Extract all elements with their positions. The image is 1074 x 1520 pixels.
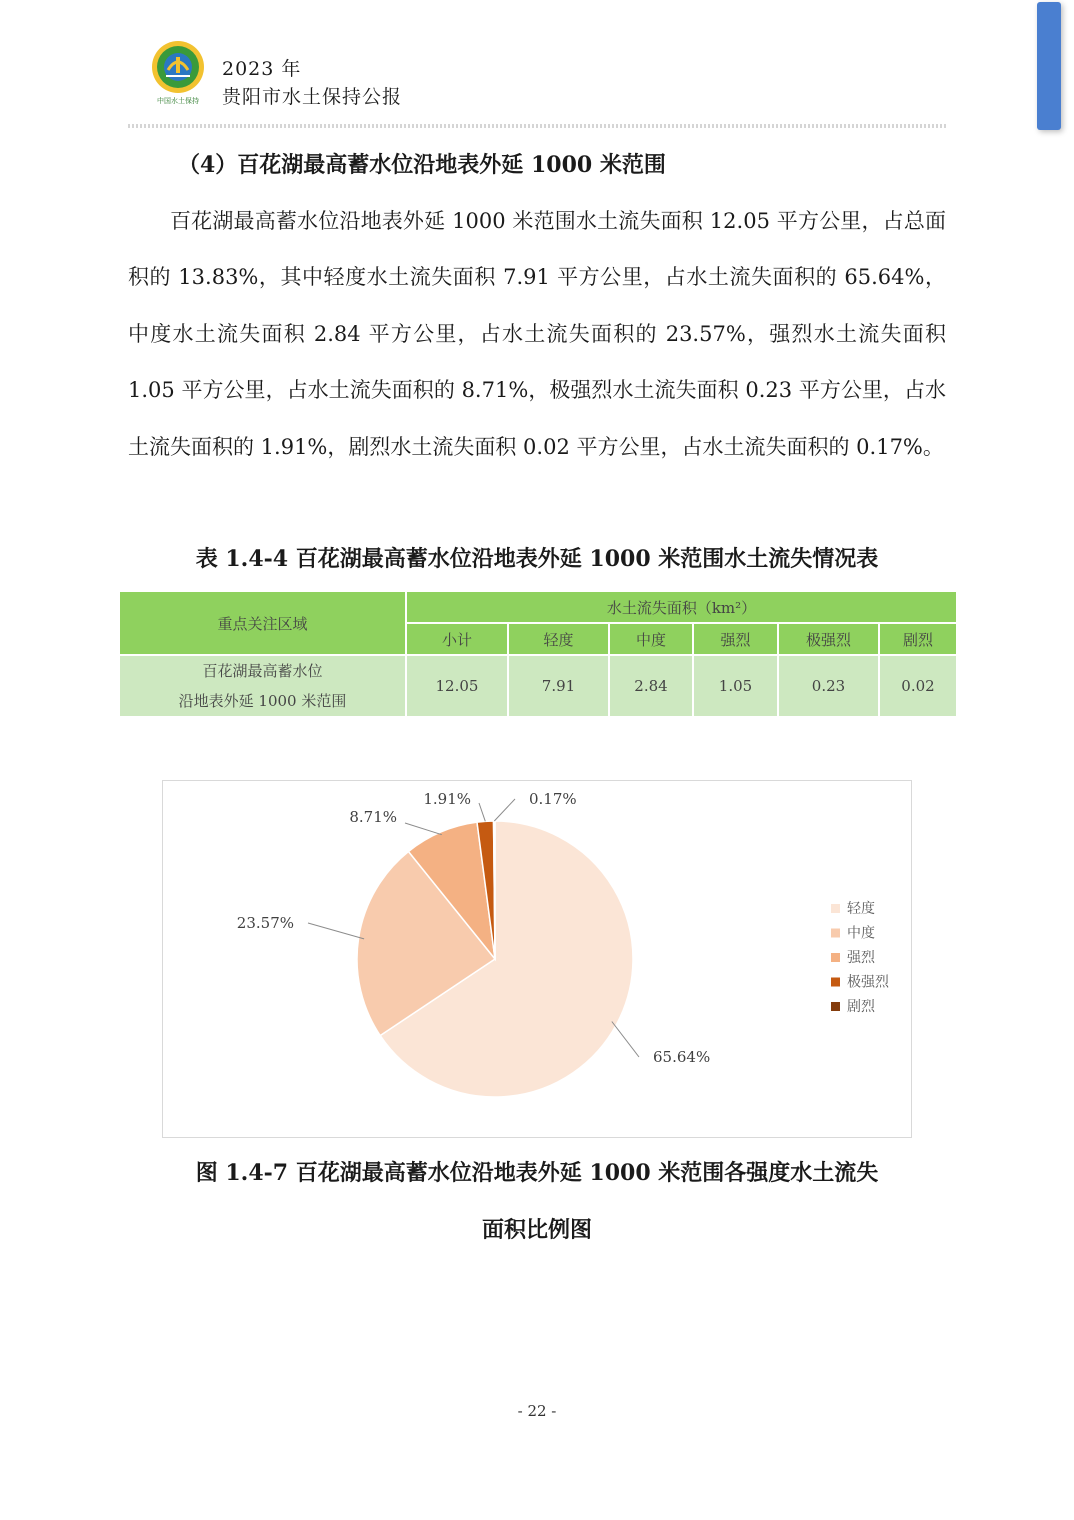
soil-conservation-logo (148, 40, 208, 106)
table-cell: 0.02 (879, 655, 957, 717)
table-row (119, 655, 957, 717)
figure-caption-line-1: 图 1.4-7 百花湖最高蓄水位沿地表外延 1000 米范围各强度水土流失 (195, 1160, 879, 1186)
table-cell: 1.05 (693, 655, 778, 717)
column-header: 轻度 (508, 623, 609, 655)
data-label-4: 1.91% (423, 790, 471, 808)
pie-chart-frame (162, 780, 912, 1138)
area-group-header: 水土流失面积（km²） (406, 591, 957, 623)
leader-line-4 (479, 803, 485, 821)
region-line-1: 百花湖最高蓄水位 (202, 662, 323, 680)
legend-label-1: 轻度 (847, 901, 875, 917)
report-title: 贵阳市水土保持公报 (222, 86, 403, 108)
data-label-3: 8.71% (349, 808, 397, 826)
header-divider (128, 124, 946, 128)
region-cell (119, 655, 406, 717)
legend-label-3: 强烈 (847, 950, 875, 966)
data-label-1: 65.64% (653, 1048, 711, 1066)
column-header: 剧烈 (879, 623, 957, 655)
column-header: 中度 (609, 623, 693, 655)
leader-line-3 (405, 823, 442, 835)
table-cell: 7.91 (508, 655, 609, 717)
legend-swatch-4 (831, 978, 840, 987)
table-cell: 2.84 (609, 655, 693, 717)
logo-text: 中国水土保持 (157, 97, 199, 105)
region-header: 重点关注区域 (119, 591, 406, 655)
data-label-2: 23.57% (236, 914, 294, 932)
legend-label-4: 极强烈 (847, 974, 889, 991)
page-number: - 22 - (517, 1402, 557, 1420)
side-bookmark-tab (1037, 2, 1061, 130)
section-paragraph: 百花湖最高蓄水位沿地表外延 1000 米范围水土流失面积 12.05 平方公里，占总面积的 13.83%，其中轻度水土流失面积 7.91 平方公里，占水土流失面积的 65.64%，中度水土流失面积 2.84 平方公里，占水土流失面积的 23.57%，强烈水土流失面积 1.05 平方公里，占水土流失面积的 8.71%，极强烈水土流失面积 0.23 平方公里，占水土流失面积的 1.91%，剧烈水土流失面积 0.02 平方公里，占水土流失面积的 0.17%。 (128, 209, 946, 459)
legend-swatch-5 (831, 1002, 840, 1011)
legend-swatch-3 (831, 953, 840, 962)
leader-line-5 (494, 799, 515, 821)
data-label-5: 0.17% (529, 790, 577, 808)
pie-chart (163, 781, 913, 1139)
legend-swatch-2 (831, 929, 840, 938)
soil-erosion-table (118, 590, 958, 718)
column-header: 强烈 (693, 623, 778, 655)
table-cell: 12.05 (406, 655, 508, 717)
figure-caption-line-2: 面积比例图 (481, 1217, 592, 1243)
legend-label-5: 剧烈 (847, 999, 875, 1015)
report-year: 2023 年 (222, 58, 302, 80)
legend-swatch-1 (831, 904, 840, 913)
leader-line-1 (612, 1022, 639, 1058)
region-line-2: 沿地表外延 1000 米范围 (178, 692, 347, 710)
column-header: 极强烈 (778, 623, 879, 655)
table-caption: 表 1.4-4 百花湖最高蓄水位沿地表外延 1000 米范围水土流失情况表 (195, 546, 879, 572)
column-header: 小计 (406, 623, 508, 655)
section-heading: （4）百花湖最高蓄水位沿地表外延 1000 米范围 (178, 152, 666, 178)
legend-label-2: 中度 (847, 925, 875, 942)
table-cell: 0.23 (778, 655, 879, 717)
leader-line-2 (308, 923, 364, 939)
